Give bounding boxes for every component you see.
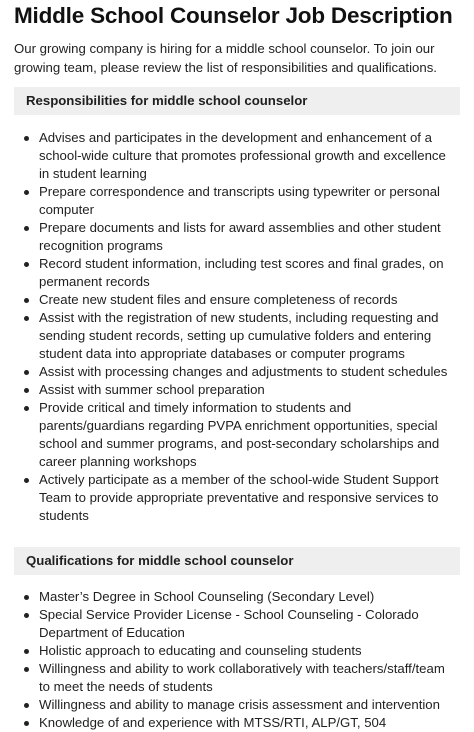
list-item: Assist with the registration of new students, including requesting and sending student records, setting up cumulative folders and entering student data into appropriate databases or computer programs	[39, 309, 456, 363]
list-item: Master’s Degree in School Counseling (Secondary Level)	[39, 588, 456, 606]
list-item: Prepare correspondence and transcripts using typewriter or personal computer	[39, 183, 456, 219]
list-item: Advises and participates in the development and enhancement of a school-wide culture that promotes professional growth and excellence in student learning	[39, 129, 456, 183]
list-item: Record student information, including test scores and final grades, on permanent records	[39, 255, 456, 291]
page-title: Middle School Counselor Job Description	[14, 3, 453, 28]
list-item: Holistic approach to educating and counseling students	[39, 642, 456, 660]
list-item: Create new student files and ensure completeness of records	[39, 291, 456, 309]
list-item: Assist with processing changes and adjustments to student schedules	[39, 363, 456, 381]
list-item: Special Service Provider License - School Counseling - Colorado Department of Education	[39, 606, 456, 642]
list-item: Willingness and ability to manage crisis assessment and intervention	[39, 696, 456, 714]
list-item: Knowledge of and experience with MTSS/RTI, ALP/GT, 504	[39, 714, 456, 732]
qualifications-list	[14, 588, 460, 732]
responsibilities-list	[14, 129, 460, 525]
list-item: Actively participate as a member of the school-wide Student Support Team to provide appropriate preventative and responsive services to students	[39, 471, 456, 525]
list-item: Assist with summer school preparation	[39, 381, 456, 399]
responsibilities-heading: Responsibilities for middle school counselor	[14, 87, 460, 115]
list-item: Willingness and ability to work collaboratively with teachers/staff/team to meet the needs of students	[39, 660, 456, 696]
qualifications-heading: Qualifications for middle school counselor	[14, 547, 460, 575]
intro-paragraph: Our growing company is hiring for a middle school counselor. To join our growing team, please review the list of responsibilities and qualifications.	[14, 41, 437, 75]
list-item: Prepare documents and lists for award assemblies and other student recognition programs	[39, 219, 456, 255]
list-item: Provide critical and timely information to students and parents/guardians regarding PVPA enrichment opportunities, special school and summer programs, and post-secondary scholarships and career planning workshops	[39, 399, 456, 471]
